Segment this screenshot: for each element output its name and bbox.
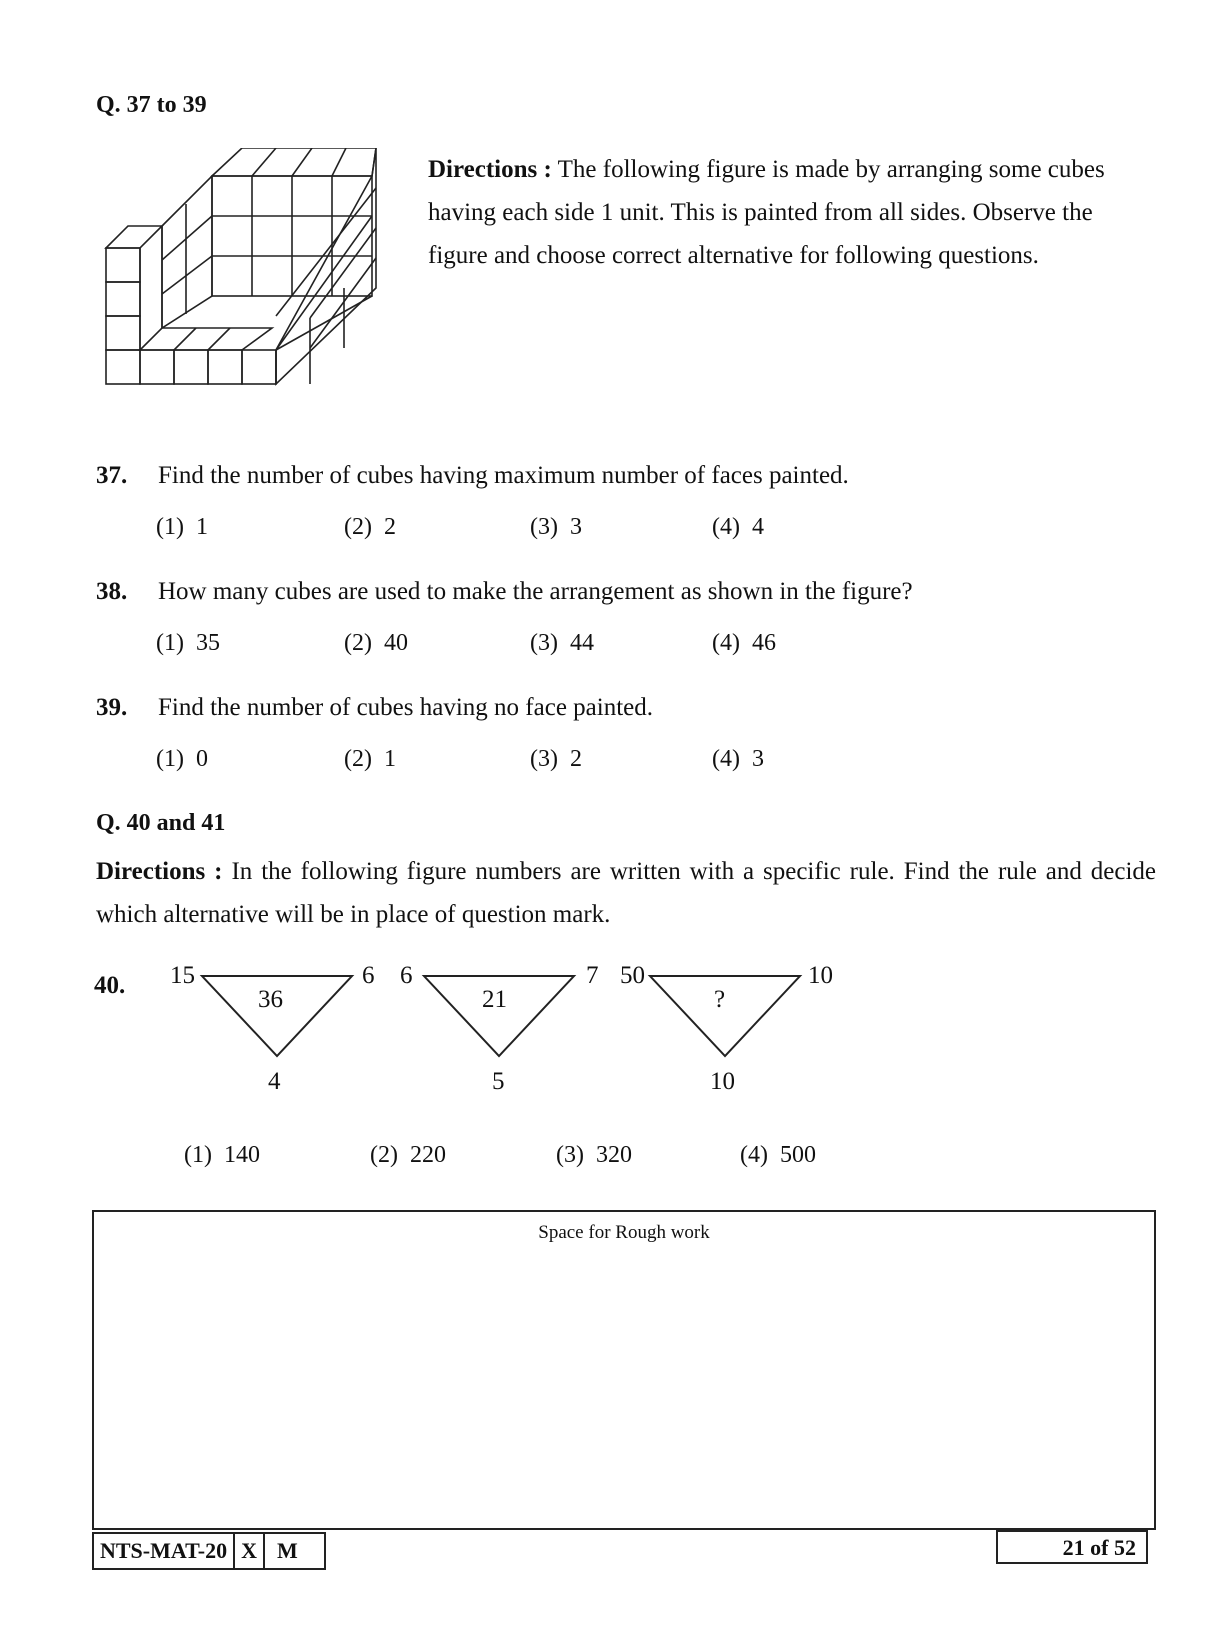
q38-option-2[interactable]: (2) 40 bbox=[344, 630, 408, 656]
triangle-2-left-number: 6 bbox=[400, 962, 413, 989]
q37-option-1[interactable]: (1) 1 bbox=[156, 514, 208, 540]
q39-option-2[interactable]: (2) 1 bbox=[344, 746, 396, 772]
triangle-1 bbox=[190, 960, 360, 1070]
question-37 bbox=[96, 462, 849, 490]
footer-code-box bbox=[92, 1532, 326, 1570]
question-number: 38. bbox=[96, 578, 128, 605]
directions-paragraph-1 bbox=[428, 148, 1158, 277]
question-38 bbox=[96, 578, 913, 606]
triangle-3 bbox=[638, 960, 808, 1070]
q39-option-4[interactable]: (4) 3 bbox=[712, 746, 764, 772]
rough-work-label: Space for Rough work bbox=[538, 1222, 710, 1243]
footer-subject: M bbox=[277, 1538, 298, 1563]
question-39 bbox=[96, 694, 653, 722]
triangle-2-bottom-number: 5 bbox=[492, 1068, 505, 1095]
question-40-number: 40. bbox=[94, 972, 126, 999]
question-text: How many cubes are used to make the arrangement as shown in the figure? bbox=[158, 578, 913, 605]
q39-option-1[interactable]: (1) 0 bbox=[156, 746, 208, 772]
q37-option-4[interactable]: (4) 4 bbox=[712, 514, 764, 540]
q38-option-3[interactable]: (3) 44 bbox=[530, 630, 594, 656]
question-number: 39. bbox=[96, 694, 128, 721]
page-number: 21 of 52 bbox=[996, 1530, 1148, 1564]
rough-work-box bbox=[92, 1210, 1156, 1530]
q39-option-3[interactable]: (3) 2 bbox=[530, 746, 582, 772]
triangle-2 bbox=[412, 960, 582, 1070]
triangle-2-right-number: 7 bbox=[586, 962, 599, 989]
triangle-1-left-number: 15 bbox=[170, 962, 195, 989]
triangle-3-left-number: 50 bbox=[620, 962, 645, 989]
triangle-1-right-number: 6 bbox=[362, 962, 375, 989]
footer-class: X bbox=[235, 1534, 265, 1568]
q37-option-3[interactable]: (3) 3 bbox=[530, 514, 582, 540]
question-number: 37. bbox=[96, 462, 128, 489]
footer-paper-code: NTS-MAT-20 bbox=[94, 1534, 235, 1568]
directions-text: The following figure is made by arranging some cubes having each side 1 unit. This is painted from all sides. Observe the figure and choose correct alternative for following questions. bbox=[428, 156, 1105, 269]
q38-option-4[interactable]: (4) 46 bbox=[712, 630, 776, 656]
section-heading-40-41: Q. 40 and 41 bbox=[96, 810, 226, 836]
directions-label: Directions : bbox=[428, 156, 552, 183]
question-text: Find the number of cubes having no face painted. bbox=[158, 694, 653, 721]
directions-text: In the following figure numbers are written with a specific rule. Find the rule and decide which alternative will be in place of question mark. bbox=[96, 858, 1157, 928]
triangle-3-right-number: 10 bbox=[808, 962, 833, 989]
triangle-3-center-number: ? bbox=[714, 986, 726, 1013]
q40-option-2[interactable]: (2) 220 bbox=[370, 1142, 446, 1168]
triangle-1-bottom-number: 4 bbox=[268, 1068, 281, 1095]
cube-arrangement-figure bbox=[100, 148, 400, 408]
q40-option-3[interactable]: (3) 320 bbox=[556, 1142, 632, 1168]
question-text: Find the number of cubes having maximum number of faces painted. bbox=[158, 462, 849, 489]
section-heading-37-39: Q. 37 to 39 bbox=[96, 92, 207, 118]
q38-option-1[interactable]: (1) 35 bbox=[156, 630, 220, 656]
triangle-3-bottom-number: 10 bbox=[710, 1068, 735, 1095]
q37-option-2[interactable]: (2) 2 bbox=[344, 514, 396, 540]
q40-option-4[interactable]: (4) 500 bbox=[740, 1142, 816, 1168]
q40-option-1[interactable]: (1) 140 bbox=[184, 1142, 260, 1168]
directions-paragraph-2 bbox=[96, 850, 1156, 936]
triangle-2-center-number: 21 bbox=[482, 986, 507, 1013]
directions-label: Directions : bbox=[96, 858, 223, 885]
triangle-1-center-number: 36 bbox=[258, 986, 283, 1013]
